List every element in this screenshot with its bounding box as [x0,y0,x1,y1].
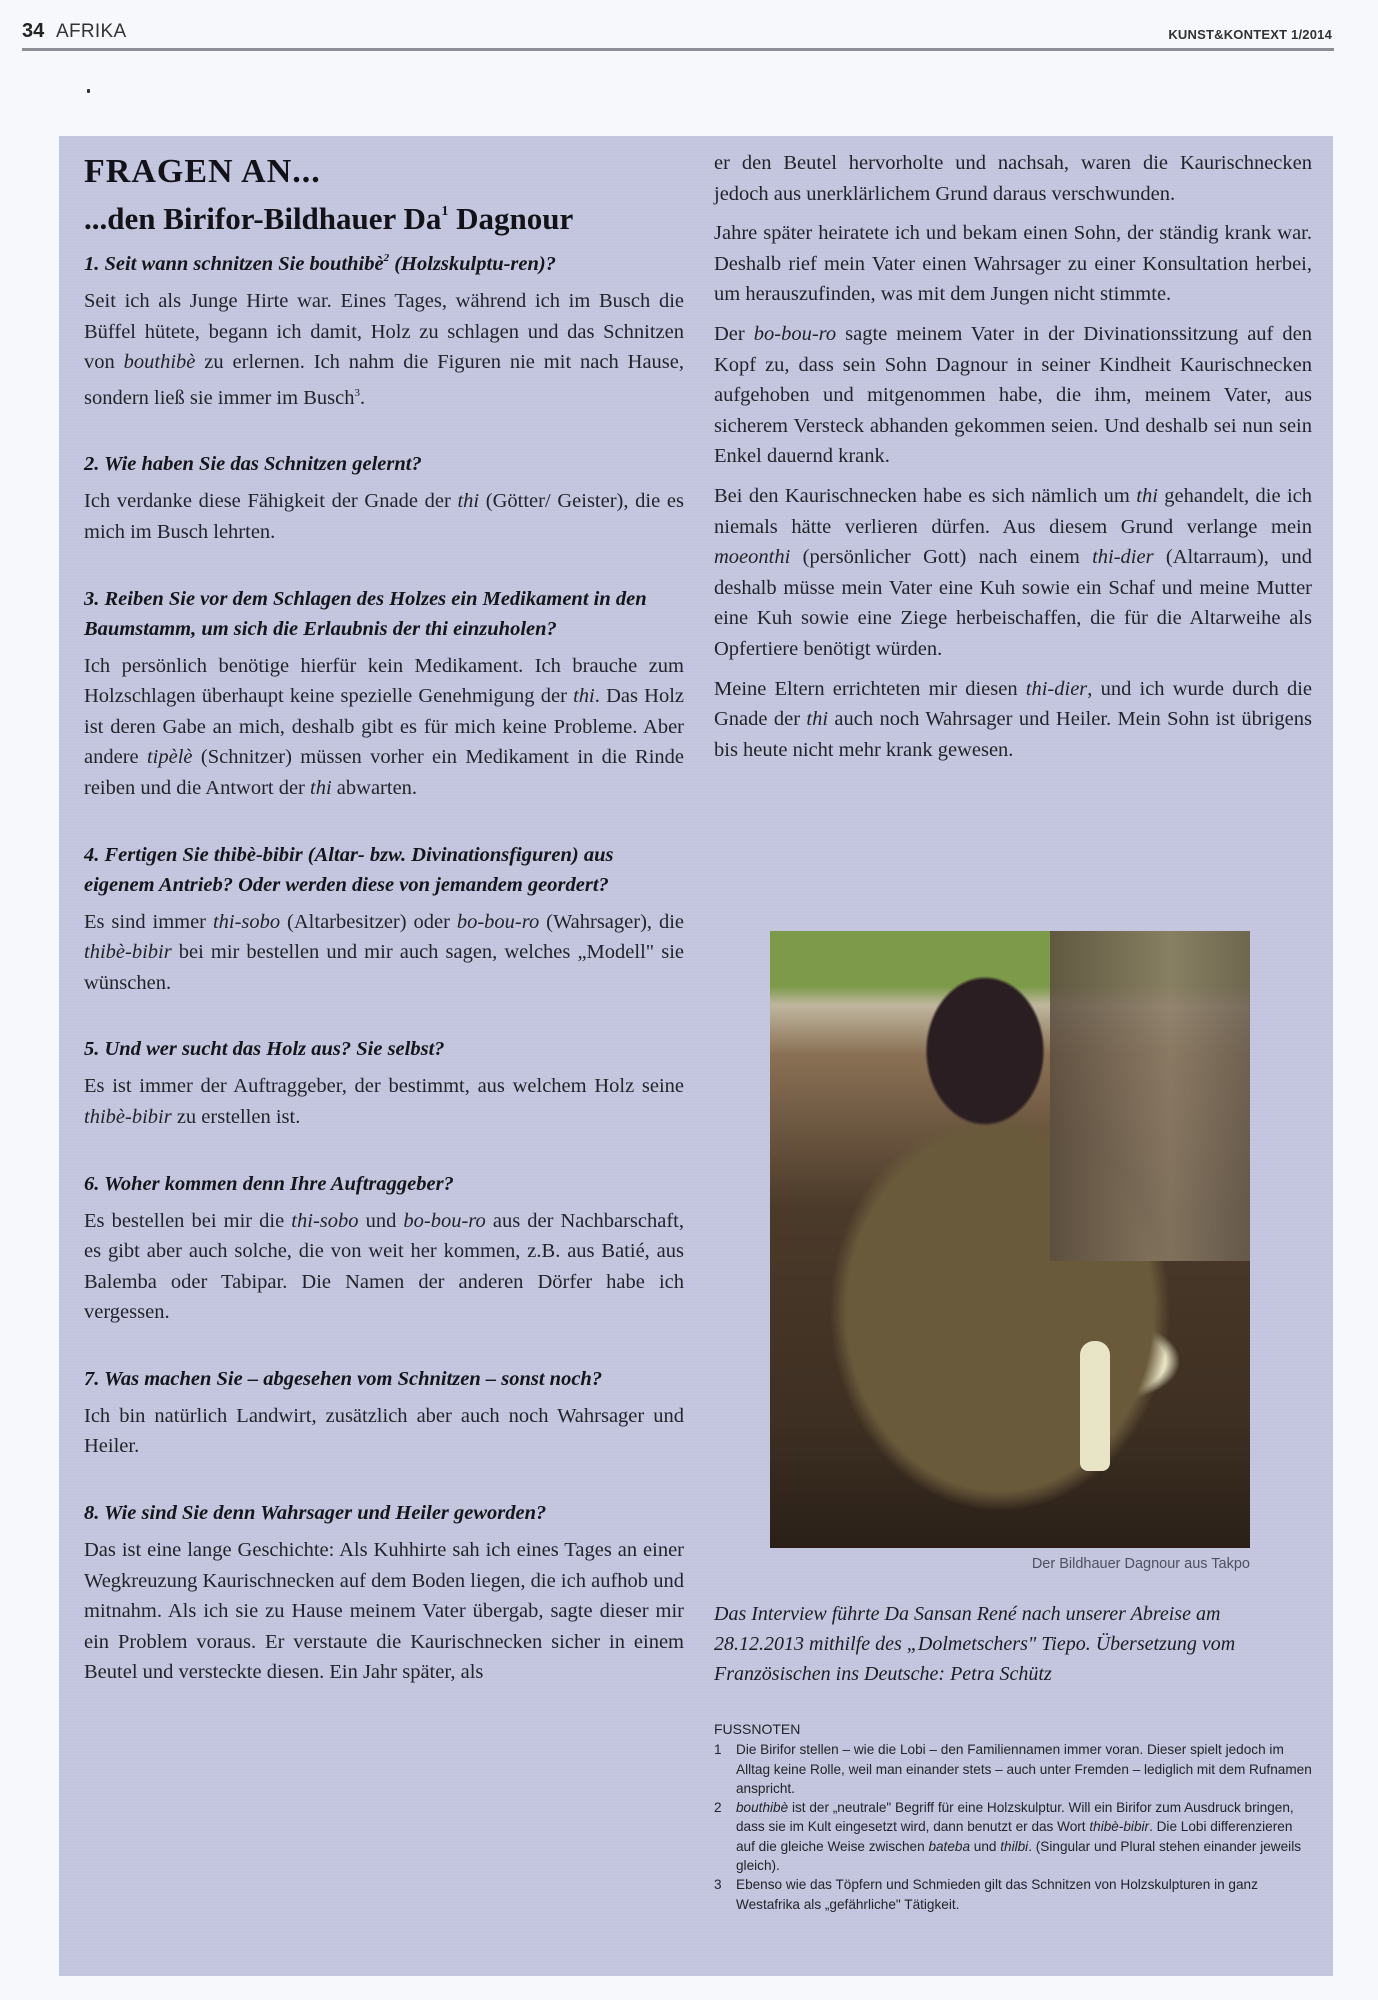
page-header [22,18,1332,50]
footnote [714,1875,1312,1914]
text-run: (Götter/ Geister), die es mich im Busch lehrten. [84,490,684,543]
question-text: 6. Woher kommen denn Ihre Auftraggeber? [84,1172,454,1195]
text-run: Der [714,322,754,345]
photo-carved-figure [1080,1341,1110,1471]
spacer [714,665,1312,674]
text-run: auch noch Wahrsager und Heiler. Mein Sohn ist übrigens bis heute nicht mehr krank gewesen. [714,708,1312,761]
term: bateba [928,1838,971,1854]
article-subtitle [84,192,684,239]
text-run: (persönlicher Gott) nach einem [790,546,1093,569]
text-run: Meine Eltern errichteten mir diesen [714,677,1026,700]
text-run: . Die Lobi differenzieren auf die gleiche Weise zwischen [736,1819,1293,1854]
text-run: Seit ich als Junge Hirte war. Eines Tages, während ich im Busch die Büffel hütete, begann ich damit, Holz zu schlagen und das Schnitzen von [84,290,684,374]
text-run: aus der Nachbarschaft, es gibt aber auch solche, die von weit her kommen, z.B. aus Batié, aus Balemba oder Tabipar. Die Namen der anderen Dörfer habe ich vergessen. [84,1209,685,1324]
text-run: abwarten. [331,776,418,799]
answer-continuation [714,148,1312,765]
question-text: 7. Was machen Sie – abgesehen vom Schnitzen – sonst noch? [84,1367,603,1390]
footnote-number: 2 [714,1800,722,1816]
text-run: Bei den Kaurischnecken habe es sich nämlich um [714,484,1137,507]
footnote-ref: 2 [383,252,390,264]
question-text: 8. Wie sind Sie denn Wahrsager und Heiler geworden? [84,1502,547,1525]
footnotes-title: FUSSNOTEN [714,1721,801,1737]
text-run: zu erstellen ist. [171,1105,301,1128]
text-run: (Altarraum), und deshalb müsse mein Vater eine Kuh sowie ein Schaf und meine Mutter eine Kuh sowie eine Ziege herbeischaffen, die für die Altarweihe als Opfertiere benötigt würden. [714,546,1312,660]
text-run: Ich bin natürlich Landwirt, zusätzlich aber auch noch Wahrsager und Heiler. [84,1404,684,1458]
text-run: Ebenso wie das Töpfern und Schmieden gilt das Schnitzen von Holzskulpturen in ganz Westafrika als „gefährliche" Tätigkeit. [736,1877,1258,1912]
question [84,1034,684,1064]
spacer [84,1528,684,1535]
question-text: 1. Seit wann schnitzen Sie bouthibè [84,253,384,275]
interview-qa-list [84,239,684,1688]
text-run: , und ich wurde durch die Gnade der [714,677,1312,731]
question [84,840,684,900]
answer [84,1535,684,1688]
spacer [84,900,684,907]
photo-caption: Der Bildhauer Dagnour aus Takpo [1031,1556,1250,1572]
answer-paragraph [714,319,1312,472]
term: bo-bou-ro [456,910,540,933]
text-run: Es sind immer [84,910,213,933]
answer [84,286,684,413]
spacer [84,548,684,584]
page-number: 34 [22,20,45,42]
subtitle-name: Dagnour [448,201,574,236]
term: thi [573,685,595,708]
term: thi-dier [1025,677,1088,700]
question-text: 4. Fertigen Sie thibè-bibir (Altar- bzw. Divinationsfiguren) aus eigenem Antrieb? Oder werden diese von jemandem geordert? [84,843,614,896]
spacer [714,209,1312,218]
text-run: Die Birifor stellen – wie die Lobi – den Familiennamen immer voran. Dieser spielt jedoch im Alltag keine Rolle, weil man einander stets – auch unter Fremden – lediglich mit dem Rufnamen anspricht. [736,1742,1312,1796]
question-text: (Holzskulptu-ren)? [389,253,556,275]
question-text: 2. Wie haben Sie das Schnitzen gelernt? [84,453,422,476]
footnote [714,1740,1312,1798]
term: thi [806,708,829,731]
text-run: Ich persönlich benötige hierfür kein Medikament. Ich brauche zum Holzschlagen überhaupt keine spezielle Genehmigung der [84,654,684,708]
spacer [714,310,1312,319]
footnote-ref: 3 [354,386,360,399]
text-run: Es bestellen bei mir die [84,1209,292,1232]
term: thi-dier [1092,546,1154,569]
header-rule [22,48,1334,51]
text-run: . Das Holz ist deren Gabe an mich, deshalb gibt es für mich keine Probleme. Aber andere [84,685,684,769]
left-column [84,136,684,1688]
photo-tree-trunk [1050,931,1250,1261]
journal-issue: KUNST&KONTEXT 1/2014 [1168,27,1332,42]
term: moeonthi [714,546,791,569]
question [84,1169,684,1199]
text-run: er den Beutel hervorholte und nachsah, waren die Kaurischnecken jedoch aus unerklärlichem Grund daraus verschwunden. [714,152,1312,205]
section-title: AFRIKA [56,21,127,42]
question-text: 3. Reiben Sie vor dem Schlagen des Holzes ein Medikament in den Baumstamm, um sich die Erlaubnis der thi einzuholen? [84,587,647,640]
spacer [84,998,684,1034]
term: thibè-bibir [84,941,172,964]
spacer [84,1462,684,1498]
article-title: FRAGEN AN... [84,153,321,190]
term: bo-bou-ro [403,1209,486,1232]
answer-paragraph [714,674,1312,766]
text-run: gehandelt, die ich niemals hätte verlieren dürfen. Aus diesem Grund verlange mein [714,484,1312,538]
footnote-list [714,1740,1312,1914]
answer [84,1401,684,1462]
spacer [84,1064,684,1071]
term: thibè-bibir [84,1105,172,1128]
spacer [84,413,684,449]
question [84,243,684,279]
term: thi [457,490,480,513]
text-run: (Wahrsager), die [539,910,684,933]
term: thi-sobo [291,1209,359,1232]
spacer [84,804,684,840]
sculptor-photo [770,931,1250,1548]
text-run: ist der „neutrale" Begriff für eine Holzskulptur. Will ein Birifor zum Ausdruck bringen, dass sie im Kult eingesetzt wird, dann benutzt er das Wort [736,1800,1294,1835]
spacer [84,1133,684,1169]
answer-paragraph [714,481,1312,665]
term: bouthibè [736,1800,789,1816]
term: thilbi [1000,1838,1029,1854]
term: tipèlè [146,746,193,769]
text-run: bei mir bestellen und mir auch sagen, welches „Modell" sie wünschen. [84,941,684,994]
text-run: (Schnitzer) müssen vorher ein Medikament in die Rinde reiben und die Antwort der [84,746,685,799]
text-run: und [358,1209,404,1232]
text-run: . (Singular und Plural stehen einander jeweils gleich). [736,1838,1302,1874]
answer [84,907,684,999]
answer-paragraph [714,148,1312,209]
print-speck [87,89,90,93]
answer [84,651,684,804]
right-column [714,136,1312,1912]
answer [84,486,684,547]
spacer [84,1394,684,1401]
footnotes [714,1720,1312,1914]
text-run: . [359,386,366,409]
term: thi-sobo [212,910,281,933]
answer [84,1206,684,1328]
term: bouthibè [123,351,196,374]
text-run: zu erlernen. Ich nahm die Figuren nie mit nach Hause, sondern ließ sie immer im Busch [84,351,685,409]
footnote [714,1798,1312,1875]
footnote-number: 3 [714,1877,722,1893]
spacer [84,1328,684,1364]
footnote-number: 1 [714,1742,722,1758]
text-run: sagte meinem Vater in der Divinationssitzung auf den Kopf zu, dass sein Sohn Dagnour in seiner Kindheit Kaurischnecken aufgehoben und mitgenommen habe, die ihm, meinem Vater, aus sicherem Versteck abhanden gekommen seien. Und deshalb sei nun sein Enkel dauernd krank. [714,322,1312,468]
question-text: 5. Und wer sucht das Holz aus? Sie selbst? [84,1038,445,1061]
answer [84,1071,684,1132]
text-run: Es ist immer der Auftraggeber, der bestimmt, aus welchem Holz seine [84,1075,684,1098]
spacer [84,1199,684,1206]
answer-paragraph [714,218,1312,310]
spacer [84,644,684,651]
question [84,584,684,644]
text-run: Jahre später heiratete ich und bekam einen Sohn, der ständig krank war. Deshalb rief mein Vater einen Wahrsager zu einer Konsultation herbei, um herauszufinden, was mit dem Jungen nicht stimmte. [714,222,1312,306]
term: thi [1136,484,1158,507]
spacer [84,279,684,286]
article-panel [59,136,1333,1976]
subtitle-text: ...den Birifor-Bildhauer Da [84,201,442,236]
text-run: und [970,1838,1001,1854]
spacer [714,472,1312,481]
question [84,1364,684,1394]
term: thibè-bibir [1089,1819,1150,1835]
footnote-ref: 1 [441,204,449,219]
question [84,449,684,479]
term: bo-bou-ro [753,322,837,345]
interview-credit: Das Interview führte Da Sansan René nach unserer Abreise am 28.12.2013 mithilfe des „Dolmetschers" Tiepo. Übersetzung vom Französischen ins Deutsche: Petra Schütz [714,1603,1236,1685]
text-run: (Altarbesitzer) oder [280,910,457,933]
spacer [84,479,684,486]
text-run: Das ist eine lange Geschichte: Als Kuhhirte sah ich eines Tages an einer Wegkreuzung Kaurischnecken auf dem Boden liegen, die ich aufhob und mitnahm. Als ich sie zu Hause meinem Vater übergab, sagte dieser mir ein Problem voraus. Er verstaute die Kaurischnecken sicher in einem Beutel und versteckte diesen. Ein Jahr später, als [84,1539,684,1684]
text-run: Ich verdanke diese Fähigkeit der Gnade der [84,490,458,513]
question [84,1498,684,1528]
term: thi [310,776,332,799]
